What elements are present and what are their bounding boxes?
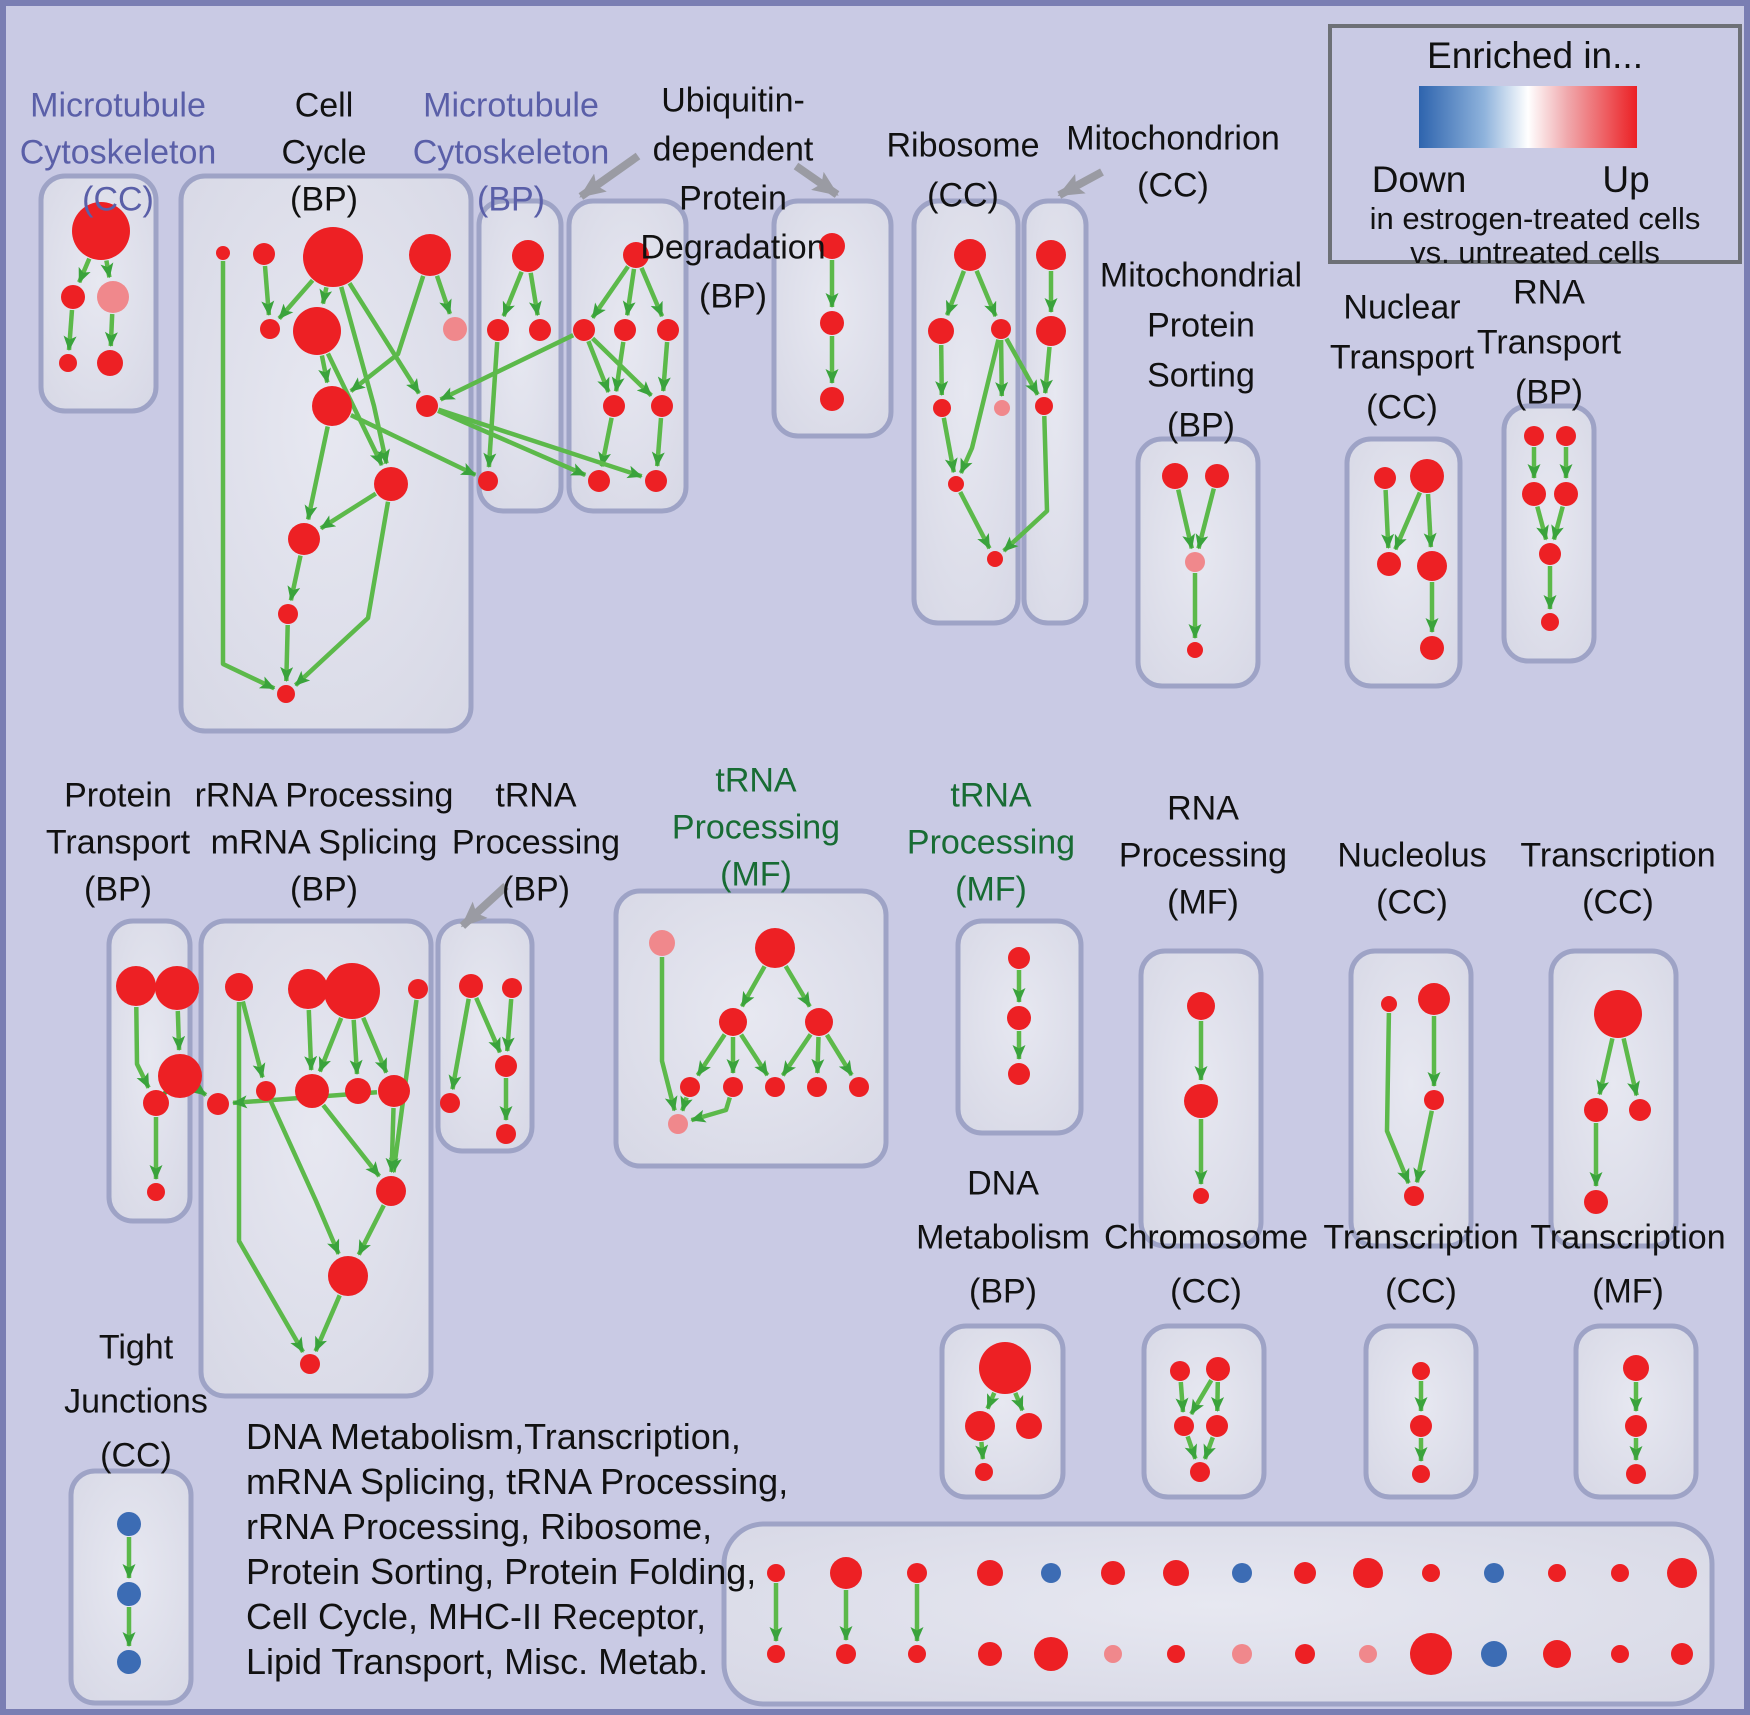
- node-dna-metabolism-bp-3: [975, 1463, 993, 1481]
- label-trna-processing-mf-2-line-1: Processing: [906, 823, 1076, 862]
- label-mitochondrion-cc-line-1: (CC): [1137, 166, 1209, 205]
- node-misc-overflow-strip-25: [1410, 1633, 1452, 1675]
- label-transcription-cc-2-line-1: (CC): [1385, 1272, 1457, 1311]
- node-mitochondrial-protein-sorting-bp-1: [1205, 464, 1229, 488]
- group-box-misc-overflow-strip: [724, 1524, 1712, 1704]
- node-ubiquitin-degradation-bp-3: [657, 319, 679, 341]
- node-dna-metabolism-bp-1: [965, 1411, 995, 1441]
- label-nuclear-transport-cc-line-2: (CC): [1366, 388, 1438, 427]
- label-tight-junctions-cc-line-1: Junctions: [64, 1382, 208, 1421]
- edge-protein-transport-bp-1-2: [178, 1011, 179, 1050]
- node-ubiquitin-degradation-bp-0: [623, 242, 649, 268]
- node-cell-cycle-bp-2: [303, 227, 363, 287]
- note-line: DNA Metabolism,Transcription,: [246, 1416, 741, 1457]
- label-trna-processing-bp-line-1: Processing: [451, 823, 621, 862]
- node-misc-overflow-strip-24: [1359, 1645, 1377, 1663]
- pointer-arrow-0: [581, 156, 638, 197]
- edge-chromosome-cc-1-3: [1217, 1382, 1218, 1411]
- node-ribosome-cc-6: [987, 551, 1003, 567]
- node-rrna-processing-mrna-splicing-bp-9: [376, 1176, 406, 1206]
- node-microtubule-cytoskeleton-bp-3: [478, 471, 498, 491]
- node-misc-overflow-strip-22: [1232, 1644, 1252, 1664]
- edge-ribosome-cc-2-4: [1001, 340, 1002, 396]
- node-nucleolus-cc-3: [1404, 1186, 1424, 1206]
- node-rrna-processing-mrna-splicing-bp-8: [378, 1075, 410, 1107]
- node-ubiquitin-degradation-bp-2-1: [820, 311, 844, 335]
- node-microtubule-cytoskeleton-bp-1: [487, 319, 509, 341]
- node-cell-cycle-bp-5: [293, 307, 341, 355]
- edge-dna-metabolism-bp-1-3: [981, 1442, 983, 1459]
- label-transcription-cc-2-line-0: Transcription: [1323, 1218, 1519, 1257]
- node-protein-transport-bp-2: [158, 1054, 202, 1098]
- note-line: Cell Cycle, MHC-II Receptor,: [246, 1596, 707, 1637]
- node-microtubule-cytoskeleton-bp-0: [512, 240, 544, 272]
- node-rna-transport-bp-4: [1539, 543, 1561, 565]
- node-transcription-mf-1: [1625, 1415, 1647, 1437]
- node-misc-overflow-strip-10: [1422, 1564, 1440, 1582]
- node-trna-processing-mf-3: [805, 1008, 833, 1036]
- node-nucleolus-cc-0: [1381, 996, 1397, 1012]
- node-misc-overflow-strip-18: [978, 1642, 1002, 1666]
- label-trna-processing-bp-line-2: (BP): [502, 870, 570, 909]
- node-misc-overflow-strip-28: [1611, 1645, 1629, 1663]
- node-tight-junctions-cc-0: [117, 1512, 141, 1536]
- note-line: rRNA Processing, Ribosome,: [246, 1506, 713, 1547]
- node-ubiquitin-degradation-bp-5: [651, 395, 673, 417]
- node-rrna-processing-mrna-splicing-bp-3: [324, 963, 380, 1019]
- node-misc-overflow-strip-20: [1104, 1645, 1122, 1663]
- label-nuclear-transport-cc-line-1: Transport: [1329, 338, 1475, 377]
- label-transcription-mf-line-0: Transcription: [1530, 1218, 1726, 1257]
- node-ubiquitin-degradation-bp-6: [588, 470, 610, 492]
- label-cell-cycle-bp-line-2: (BP): [290, 180, 358, 219]
- node-misc-overflow-strip-12: [1548, 1564, 1566, 1582]
- label-trna-processing-mf-line-2: (MF): [720, 855, 792, 894]
- node-trna-processing-mf-9: [668, 1114, 688, 1134]
- node-nuclear-transport-cc-4: [1420, 636, 1444, 660]
- node-rna-processing-mf-1: [1184, 1084, 1218, 1118]
- node-rrna-processing-mrna-splicing-bp-2: [288, 969, 328, 1009]
- edge-microtubule-cytoskeleton-cc-2-4: [111, 314, 112, 346]
- node-rna-transport-bp-1: [1556, 426, 1576, 446]
- node-misc-overflow-strip-8: [1294, 1562, 1316, 1584]
- node-ubiquitin-degradation-bp-7: [645, 470, 667, 492]
- label-rrna-processing-mrna-splicing-bp-line-1: mRNA Splicing: [210, 823, 438, 862]
- node-cell-cycle-bp-1: [253, 243, 275, 265]
- label-microtubule-cytoskeleton-cc-line-2: (CC): [82, 180, 154, 219]
- edge-rrna-processing-mrna-splicing-bp-2-6: [309, 1010, 311, 1070]
- edge-ribosome-cc-1-3: [941, 345, 942, 395]
- label-trna-processing-mf-2-line-0: tRNA: [950, 776, 1032, 815]
- label-nucleolus-cc-line-0: Nucleolus: [1337, 836, 1487, 875]
- node-protein-transport-bp-3: [143, 1090, 169, 1116]
- label-cell-cycle-bp-line-0: Cell: [294, 86, 354, 125]
- label-ubiquitin-degradation-bp-line-0: Ubiquitin-: [661, 81, 805, 120]
- node-microtubule-cytoskeleton-cc-0: [72, 202, 130, 260]
- label-microtubule-cytoskeleton-bp-line-0: Microtubule: [423, 86, 599, 125]
- node-microtubule-cytoskeleton-bp-2: [529, 319, 551, 341]
- node-misc-overflow-strip-4: [1041, 1563, 1061, 1583]
- node-ubiquitin-degradation-bp-2: [614, 319, 636, 341]
- edge-chromosome-cc-0-2: [1181, 1382, 1183, 1412]
- node-chromosome-cc-0: [1170, 1361, 1190, 1381]
- label-dna-metabolism-bp-line-1: Metabolism: [916, 1218, 1090, 1257]
- node-tight-junctions-cc-1: [117, 1582, 141, 1606]
- legend-up-label: Up: [1602, 159, 1650, 200]
- label-rna-transport-bp-line-1: Transport: [1476, 323, 1622, 362]
- node-trna-processing-bp-1: [502, 978, 522, 998]
- node-misc-overflow-strip-27: [1543, 1640, 1571, 1668]
- node-cell-cycle-bp-11: [278, 604, 298, 624]
- group-box-trna-processing-bp: [438, 921, 532, 1151]
- node-transcription-cc-2-2: [1412, 1465, 1430, 1483]
- edge-nuclear-transport-cc-0-2: [1386, 490, 1389, 548]
- node-ubiquitin-degradation-bp-4: [603, 395, 625, 417]
- label-transcription-cc-line-1: (CC): [1582, 883, 1654, 922]
- node-trna-processing-bp-2: [495, 1055, 517, 1077]
- edge-microtubule-cytoskeleton-cc-1-3: [69, 310, 72, 350]
- node-transcription-mf-2: [1626, 1464, 1646, 1484]
- label-ubiquitin-degradation-bp-line-1: dependent: [652, 130, 814, 169]
- node-rna-transport-bp-3: [1554, 482, 1578, 506]
- node-misc-overflow-strip-21: [1167, 1645, 1185, 1663]
- node-rrna-processing-mrna-splicing-bp-11: [300, 1354, 320, 1374]
- node-dna-metabolism-bp-0: [979, 1342, 1031, 1394]
- node-misc-overflow-strip-1: [830, 1557, 862, 1589]
- node-ribosome-cc-3: [933, 399, 951, 417]
- label-nuclear-transport-cc-line-0: Nuclear: [1343, 288, 1461, 327]
- pointer-arrow-2: [1059, 172, 1102, 195]
- node-tight-junctions-cc-2: [117, 1650, 141, 1674]
- node-chromosome-cc-2: [1174, 1416, 1194, 1436]
- node-cell-cycle-bp-4: [260, 319, 280, 339]
- label-rna-processing-mf-line-0: RNA: [1167, 789, 1239, 828]
- label-mitochondrial-protein-sorting-bp-line-1: Protein: [1147, 306, 1255, 345]
- label-microtubule-cytoskeleton-cc-line-1: Cytoskeleton: [19, 133, 217, 172]
- node-nucleolus-cc-2: [1424, 1090, 1444, 1110]
- node-cell-cycle-bp-7: [312, 386, 352, 426]
- node-rrna-processing-mrna-splicing-bp-0: [207, 1093, 229, 1115]
- node-misc-overflow-strip-23: [1295, 1644, 1315, 1664]
- node-transcription-mf-0: [1623, 1355, 1649, 1381]
- label-chromosome-cc-line-0: Chromosome: [1103, 1218, 1309, 1257]
- node-misc-overflow-strip-2: [907, 1563, 927, 1583]
- node-microtubule-cytoskeleton-cc-3: [59, 354, 77, 372]
- label-rrna-processing-mrna-splicing-bp-line-2: (BP): [290, 870, 358, 909]
- label-mitochondrial-protein-sorting-bp-line-3: (BP): [1167, 406, 1235, 445]
- node-cell-cycle-bp-0: [216, 246, 230, 260]
- node-protein-transport-bp-1: [155, 966, 199, 1010]
- label-chromosome-cc-line-1: (CC): [1170, 1272, 1242, 1311]
- node-transcription-cc-0: [1594, 990, 1642, 1038]
- label-tight-junctions-cc-line-0: Tight: [98, 1328, 174, 1367]
- node-ubiquitin-degradation-bp-2-0: [819, 233, 845, 259]
- node-ubiquitin-degradation-bp-2-2: [820, 387, 844, 411]
- node-misc-overflow-strip-6: [1163, 1560, 1189, 1586]
- node-nuclear-transport-cc-1: [1410, 459, 1444, 493]
- node-nucleolus-cc-1: [1418, 983, 1450, 1015]
- node-misc-overflow-strip-11: [1484, 1563, 1504, 1583]
- label-dna-metabolism-bp-line-2: (BP): [969, 1272, 1037, 1311]
- label-tight-junctions-cc-line-2: (CC): [100, 1436, 172, 1475]
- label-trna-processing-mf-line-0: tRNA: [715, 761, 797, 800]
- node-microtubule-cytoskeleton-cc-4: [97, 350, 123, 376]
- node-transcription-cc-2-1: [1410, 1415, 1432, 1437]
- node-trna-processing-mf-6: [765, 1077, 785, 1097]
- node-misc-overflow-strip-14: [1667, 1558, 1697, 1588]
- node-trna-processing-mf-8: [849, 1077, 869, 1097]
- legend-context-line-1: in estrogen-treated cells: [1369, 201, 1701, 236]
- node-chromosome-cc-4: [1190, 1462, 1210, 1482]
- label-protein-transport-bp-line-2: (BP): [84, 870, 152, 909]
- label-ubiquitin-degradation-bp-line-4: (BP): [699, 277, 767, 316]
- node-dna-metabolism-bp-2: [1016, 1413, 1042, 1439]
- label-rna-transport-bp-line-2: (BP): [1515, 373, 1583, 412]
- label-trna-processing-mf-line-1: Processing: [671, 808, 841, 847]
- node-cell-cycle-bp-6: [443, 317, 467, 341]
- node-rna-transport-bp-5: [1541, 613, 1559, 631]
- node-trna-processing-mf-5: [723, 1077, 743, 1097]
- note-line: Lipid Transport, Misc. Metab.: [246, 1641, 709, 1682]
- node-ubiquitin-degradation-bp-1: [573, 319, 595, 341]
- node-misc-overflow-strip-7: [1232, 1563, 1252, 1583]
- label-ribosome-cc-line-1: (CC): [927, 176, 999, 215]
- pointer-arrow-1: [796, 166, 837, 195]
- edge-cell-cycle-bp-11-12: [286, 625, 287, 681]
- node-trna-processing-mf-2-1: [1007, 1006, 1031, 1030]
- label-microtubule-cytoskeleton-bp-line-2: (BP): [477, 180, 545, 219]
- note-line: mRNA Splicing, tRNA Processing,: [246, 1461, 789, 1502]
- node-transcription-cc-3: [1584, 1190, 1608, 1214]
- node-misc-overflow-strip-19: [1034, 1637, 1068, 1671]
- node-ribosome-cc-0: [954, 239, 986, 271]
- node-microtubule-cytoskeleton-cc-2: [97, 281, 129, 313]
- label-trna-processing-bp-line-0: tRNA: [495, 776, 577, 815]
- node-microtubule-cytoskeleton-cc-1: [61, 285, 85, 309]
- label-mitochondrial-protein-sorting-bp-line-0: Mitochondrial: [1099, 256, 1303, 295]
- node-ribosome-cc-1: [928, 318, 954, 344]
- node-cell-cycle-bp-10: [288, 523, 320, 555]
- node-trna-processing-mf-0: [649, 930, 675, 956]
- label-cell-cycle-bp-line-1: Cycle: [281, 133, 367, 172]
- node-mitochondrion-cc-0: [1036, 240, 1066, 270]
- label-protein-transport-bp-line-0: Protein: [64, 776, 172, 815]
- node-trna-processing-mf-2: [719, 1008, 747, 1036]
- node-rna-transport-bp-0: [1524, 426, 1544, 446]
- label-mitochondrion-cc-line-0: Mitochondrion: [1066, 119, 1280, 158]
- node-rna-processing-mf-2: [1193, 1188, 1209, 1204]
- node-chromosome-cc-3: [1206, 1415, 1228, 1437]
- node-rrna-processing-mrna-splicing-bp-1: [225, 973, 253, 1001]
- node-misc-overflow-strip-9: [1353, 1558, 1383, 1588]
- node-transcription-cc-2-0: [1412, 1362, 1430, 1380]
- edge-microtubule-cytoskeleton-cc-0-2: [106, 261, 109, 278]
- node-misc-overflow-strip-5: [1101, 1561, 1125, 1585]
- node-rrna-processing-mrna-splicing-bp-7: [345, 1078, 371, 1104]
- label-rna-transport-bp-line-0: RNA: [1513, 273, 1585, 312]
- label-rna-processing-mf-line-2: (MF): [1167, 883, 1239, 922]
- node-trna-processing-mf-7: [807, 1077, 827, 1097]
- label-rna-processing-mf-line-1: Processing: [1118, 836, 1288, 875]
- node-rna-transport-bp-2: [1522, 482, 1546, 506]
- node-ribosome-cc-5: [948, 476, 964, 492]
- node-misc-overflow-strip-26: [1481, 1641, 1507, 1667]
- label-ribosome-cc-line-0: Ribosome: [886, 126, 1040, 165]
- node-trna-processing-mf-4: [680, 1077, 700, 1097]
- node-cell-cycle-bp-3: [409, 234, 451, 276]
- node-trna-processing-mf-2-2: [1008, 1063, 1030, 1085]
- node-rrna-processing-mrna-splicing-bp-10: [328, 1256, 368, 1296]
- node-cell-cycle-bp-9: [374, 467, 408, 501]
- node-rrna-processing-mrna-splicing-bp-4: [408, 979, 428, 999]
- node-mitochondrial-protein-sorting-bp-0: [1162, 463, 1188, 489]
- node-transcription-cc-2: [1629, 1099, 1651, 1121]
- node-misc-overflow-strip-3: [977, 1560, 1003, 1586]
- node-ribosome-cc-2: [991, 319, 1011, 339]
- legend-down-label: Down: [1371, 159, 1467, 200]
- note-line: Protein Sorting, Protein Folding,: [246, 1551, 757, 1592]
- label-mitochondrial-protein-sorting-bp-line-2: Sorting: [1147, 356, 1255, 395]
- legend-title: Enriched in...: [1427, 35, 1643, 76]
- node-cell-cycle-bp-8: [416, 395, 438, 417]
- node-nuclear-transport-cc-0: [1374, 467, 1396, 489]
- node-ribosome-cc-4: [994, 400, 1010, 416]
- node-protein-transport-bp-4: [147, 1183, 165, 1201]
- node-cell-cycle-bp-12: [277, 685, 295, 703]
- node-trna-processing-mf-2-0: [1008, 947, 1030, 969]
- node-rna-processing-mf-0: [1187, 992, 1215, 1020]
- node-mitochondrial-protein-sorting-bp-2: [1185, 552, 1205, 572]
- label-transcription-mf-line-1: (MF): [1592, 1272, 1664, 1311]
- node-rrna-processing-mrna-splicing-bp-6: [295, 1074, 329, 1108]
- node-trna-processing-bp-0: [459, 974, 483, 998]
- node-trna-processing-bp-3: [440, 1093, 460, 1113]
- edge-trna-processing-mf-3-7: [817, 1037, 818, 1073]
- label-microtubule-cytoskeleton-bp-line-1: Cytoskeleton: [412, 133, 610, 172]
- label-nucleolus-cc-line-1: (CC): [1376, 883, 1448, 922]
- edge-rrna-processing-mrna-splicing-bp-8-9: [392, 1108, 394, 1172]
- node-trna-processing-mf-1: [755, 928, 795, 968]
- node-trna-processing-bp-4: [496, 1124, 516, 1144]
- node-nuclear-transport-cc-2: [1377, 552, 1401, 576]
- node-transcription-cc-1: [1584, 1098, 1608, 1122]
- label-protein-transport-bp-line-1: Transport: [45, 823, 191, 862]
- label-transcription-cc-line-0: Transcription: [1520, 836, 1716, 875]
- node-chromosome-cc-1: [1206, 1357, 1230, 1381]
- legend-gradient-bar: [1419, 86, 1637, 148]
- node-misc-overflow-strip-13: [1611, 1564, 1629, 1582]
- label-trna-processing-mf-2-line-2: (MF): [955, 870, 1027, 909]
- node-nuclear-transport-cc-3: [1417, 551, 1447, 581]
- edge-nuclear-transport-cc-1-3: [1428, 494, 1431, 547]
- legend-context-line-2: vs. untreated cells: [1410, 235, 1660, 270]
- label-microtubule-cytoskeleton-cc-line-0: Microtubule: [30, 86, 206, 125]
- label-ubiquitin-degradation-bp-line-2: Protein: [679, 179, 787, 218]
- node-misc-overflow-strip-17: [908, 1645, 926, 1663]
- node-misc-overflow-strip-16: [836, 1644, 856, 1664]
- label-dna-metabolism-bp-line-0: DNA: [967, 1164, 1039, 1203]
- node-mitochondrion-cc-2: [1035, 397, 1053, 415]
- node-protein-transport-bp-0: [116, 966, 156, 1006]
- node-rrna-processing-mrna-splicing-bp-5: [256, 1081, 276, 1101]
- label-rrna-processing-mrna-splicing-bp-line-0: rRNA Processing: [194, 776, 454, 815]
- label-ubiquitin-degradation-bp-line-3: Degradation: [640, 228, 826, 267]
- node-mitochondrial-protein-sorting-bp-3: [1187, 642, 1203, 658]
- node-misc-overflow-strip-29: [1671, 1643, 1693, 1665]
- overflow-note-block: [246, 1414, 788, 1684]
- node-mitochondrion-cc-1: [1036, 316, 1066, 346]
